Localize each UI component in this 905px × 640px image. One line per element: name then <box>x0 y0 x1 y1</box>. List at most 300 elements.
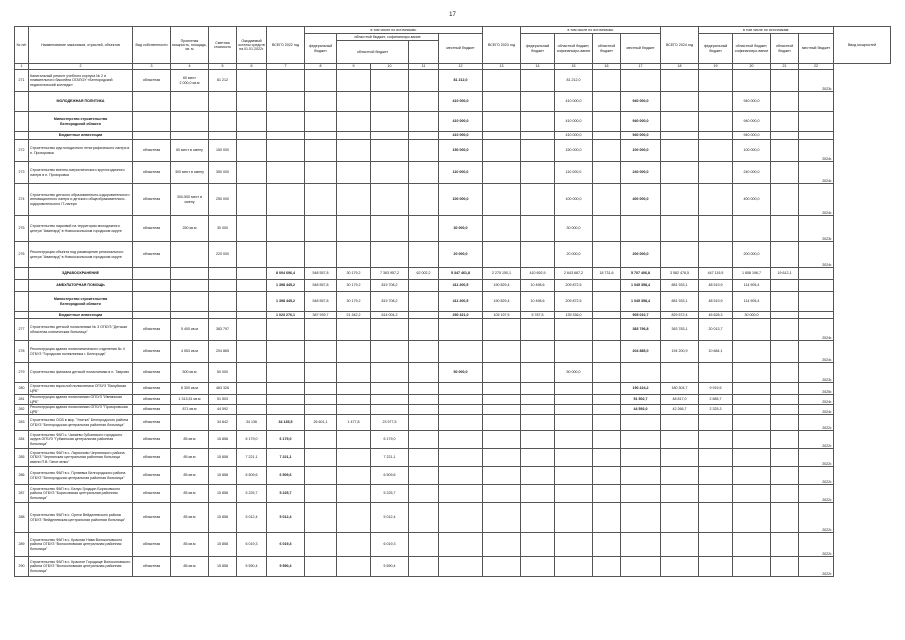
value-cell-col-10: 23 977,5 <box>371 415 409 431</box>
value-cell-col-21 <box>771 557 799 577</box>
section-row <box>15 292 891 312</box>
column-number: 20 <box>733 64 771 70</box>
value-cell-col-18: 829 572,4 <box>661 312 699 319</box>
value-cell-col-19 <box>699 242 733 268</box>
value-cell-col-15: 50 000,0 <box>555 363 593 383</box>
header-sources-2023: в том числе по источникам: <box>521 27 661 34</box>
cost-cell: 81 212 <box>209 70 237 92</box>
cost-cell <box>209 280 237 292</box>
value-cell-col-7 <box>267 112 305 132</box>
value-cell-col-19: 9 919,5 <box>699 383 733 395</box>
value-cell-col-16 <box>593 140 621 162</box>
ownership-cell <box>133 268 171 280</box>
value-cell-col-9 <box>337 216 371 242</box>
column-number: 2 <box>29 64 133 70</box>
object-name-cell: Реконструкция здания поликлинического отделения № 4 ОГБУЗ "Городская поликлиника г. Белгорода" <box>29 341 133 363</box>
cost-cell <box>209 292 237 312</box>
column-number: 9 <box>337 64 371 70</box>
value-cell-col-11 <box>409 132 439 140</box>
table-row <box>15 319 891 341</box>
table-row <box>15 405 891 415</box>
value-cell-col-16 <box>593 319 621 341</box>
object-name-cell: Строительство ФАП в с. Красная Нива Волоконовского района ОГБУЗ "Волоконовская центральная районная больница" <box>29 533 133 557</box>
value-cell-col-13 <box>483 242 521 268</box>
object-name-cell: Реконструкция здания поликлиники ОГБУЗ "Прохоровская ЦРБ" <box>29 405 133 415</box>
value-cell-col-13 <box>483 383 521 395</box>
value-cell-col-18 <box>661 162 699 184</box>
value-cell-col-17 <box>621 431 661 449</box>
header-ownership: Вид собственности <box>133 27 171 64</box>
commissioning-year-cell: 2022г. <box>799 533 834 557</box>
header-regional-2023: областной бюджет <box>593 34 621 64</box>
value-cell-col-18 <box>661 140 699 162</box>
row-number-cell: 286 <box>15 467 29 485</box>
value-cell-col-12: 5 347 461,8 <box>439 268 483 280</box>
value-cell-col-17: 100 000,0 <box>621 140 661 162</box>
value-cell-col-17 <box>621 557 661 577</box>
commissioning-year-cell: 2025г. <box>799 383 834 395</box>
object-name-cell: Строительство ОСВ в мкр. "Улитка" Белгородского района ОГБУЗ "Белгородская центральная районная больница" <box>29 415 133 431</box>
value-cell-col-8: 548 557,8 <box>305 292 337 312</box>
value-cell-col-19 <box>699 533 733 557</box>
capacity-cell: 85 кв.м <box>171 533 209 557</box>
ownership-cell: областная <box>133 184 171 216</box>
object-name-cell: Строительство детской поликлиники № 3 ОГБУЗ "Детская областная клиническая больница" <box>29 319 133 341</box>
value-cell-col-14 <box>521 415 555 431</box>
table-row <box>15 395 891 405</box>
object-name-cell: МОЛОДЕЖНАЯ ПОЛИТИКА <box>29 92 133 112</box>
column-number: 15 <box>555 64 593 70</box>
value-cell-col-20 <box>733 533 771 557</box>
value-cell-col-14 <box>521 184 555 216</box>
cost-cell: 204 865 <box>209 341 237 363</box>
remaining-cell <box>237 268 267 280</box>
object-name-cell: Бюджетные инвестиции <box>29 312 133 319</box>
budget-table-container <box>14 26 891 577</box>
ownership-cell: областная <box>133 485 171 503</box>
value-cell-col-9 <box>337 132 371 140</box>
table-row <box>15 216 891 242</box>
value-cell-col-12: 250 321,0 <box>439 312 483 319</box>
value-cell-col-18 <box>661 92 699 112</box>
value-cell-col-21 <box>771 405 799 415</box>
capacity-cell: 60 мест 2 000,0 кв.м <box>171 70 209 92</box>
value-cell-col-9 <box>337 184 371 216</box>
value-cell-col-10: 6 509,6 <box>371 467 409 485</box>
value-cell-col-18 <box>661 485 699 503</box>
value-cell-col-12 <box>439 503 483 533</box>
value-cell-col-14 <box>521 242 555 268</box>
value-cell-col-9: 1 477,8 <box>337 415 371 431</box>
value-cell-col-20 <box>733 415 771 431</box>
value-cell-col-19 <box>699 92 733 112</box>
value-cell-col-18: 363 783,1 <box>661 319 699 341</box>
object-name-cell: Строительство ФАП в с. Красное Городище Волоконовского района ОГБУЗ "Волоконовская центральная районная больница" <box>29 557 133 577</box>
value-cell-col-19 <box>699 449 733 467</box>
value-cell-col-13 <box>483 363 521 383</box>
value-cell-col-7: 34 135,5 <box>267 415 305 431</box>
value-cell-col-11 <box>409 184 439 216</box>
value-cell-col-8: 387 939,7 <box>305 312 337 319</box>
row-number-cell: 272 <box>15 140 29 162</box>
header-local-2023: местный бюджет <box>621 34 661 64</box>
cost-cell: 15 858 <box>209 485 237 503</box>
value-cell-col-13 <box>483 405 521 415</box>
capacity-cell <box>171 280 209 292</box>
value-cell-col-12: 410 000,0 <box>439 112 483 132</box>
capacity-cell: 85 кв.м <box>171 467 209 485</box>
value-cell-col-14 <box>521 405 555 415</box>
value-cell-col-13 <box>483 112 521 132</box>
remaining-cell <box>237 383 267 395</box>
cost-cell: 44 592 <box>209 405 237 415</box>
value-cell-col-10: 5 012,4 <box>371 503 409 533</box>
value-cell-col-18: 881 933,1 <box>661 280 699 292</box>
capacity-cell: 871 кв.м <box>171 405 209 415</box>
value-cell-col-16 <box>593 216 621 242</box>
value-cell-col-17 <box>621 363 661 383</box>
value-cell-col-15: 209 872,5 <box>555 280 593 292</box>
cost-cell: 150 000 <box>209 140 237 162</box>
value-cell-col-7 <box>267 92 305 112</box>
value-cell-col-11 <box>409 92 439 112</box>
value-cell-col-20: 100 000,0 <box>733 140 771 162</box>
remaining-cell <box>237 319 267 341</box>
commissioning-year-cell: 2022г. <box>799 431 834 449</box>
value-cell-col-17 <box>621 70 661 92</box>
value-cell-col-20: 940 000,0 <box>733 112 771 132</box>
value-cell-col-10: 819 708,2 <box>371 280 409 292</box>
column-number: 8 <box>305 64 337 70</box>
value-cell-col-11 <box>409 431 439 449</box>
value-cell-col-16 <box>593 292 621 312</box>
value-cell-col-12: 81 212,0 <box>439 70 483 92</box>
capacity-cell: 500 кв.м <box>171 363 209 383</box>
header-sources-2024: в том числе по источникам: <box>699 27 834 34</box>
value-cell-col-17: 5 707 406,8 <box>621 268 661 280</box>
commissioning-year-cell <box>799 132 834 140</box>
row-number-cell: 281 <box>15 395 29 405</box>
remaining-cell <box>237 92 267 112</box>
value-cell-col-7 <box>267 162 305 184</box>
value-cell-col-19 <box>699 363 733 383</box>
value-cell-col-7 <box>267 405 305 415</box>
value-cell-col-11 <box>409 312 439 319</box>
table-row <box>15 341 891 363</box>
object-name-cell: Министерство строительства Белгородской области <box>29 112 133 132</box>
value-cell-col-17: 940 000,0 <box>621 132 661 140</box>
value-cell-col-7 <box>267 383 305 395</box>
value-cell-col-15 <box>555 485 593 503</box>
value-cell-col-18 <box>661 431 699 449</box>
value-cell-col-13 <box>483 395 521 405</box>
value-cell-col-20 <box>733 503 771 533</box>
value-cell-col-19 <box>699 184 733 216</box>
header-cost: Сметная стоимость <box>209 27 237 64</box>
value-cell-col-18 <box>661 184 699 216</box>
value-cell-col-18 <box>661 449 699 467</box>
value-cell-col-10: 6 019,3 <box>371 533 409 557</box>
value-cell-col-10 <box>371 184 409 216</box>
value-cell-col-16 <box>593 405 621 415</box>
value-cell-col-13 <box>483 216 521 242</box>
value-cell-col-19: 48 519,9 <box>699 280 733 292</box>
value-cell-col-17 <box>621 467 661 485</box>
value-cell-col-19 <box>699 70 733 92</box>
capacity-cell <box>171 132 209 140</box>
column-number: 19 <box>699 64 733 70</box>
ownership-cell <box>133 132 171 140</box>
value-cell-col-18 <box>661 363 699 383</box>
value-cell-col-21 <box>771 533 799 557</box>
value-cell-col-15 <box>555 503 593 533</box>
capacity-cell: 300-500 мест в смену <box>171 184 209 216</box>
value-cell-col-10: 7 363 957,2 <box>371 268 409 280</box>
row-number-cell: 290 <box>15 557 29 577</box>
value-cell-col-16 <box>593 503 621 533</box>
object-name-cell: Строительство филиала детской поликлиники в п. Таврово <box>29 363 133 383</box>
value-cell-col-7: 6 019,3 <box>267 533 305 557</box>
ownership-cell: областная <box>133 319 171 341</box>
value-cell-col-17: 940 000,0 <box>621 112 661 132</box>
remaining-cell <box>237 363 267 383</box>
value-cell-col-20: 940 000,0 <box>733 132 771 140</box>
value-cell-col-14 <box>521 449 555 467</box>
table-row <box>15 449 891 467</box>
header-regional-2024: областной бюджет <box>771 34 799 64</box>
object-name-cell: Строительство детского образовательно-оздоровительного инновационного лагеря и детского общеобразовательно-оздоровительного IT-лагеря <box>29 184 133 216</box>
row-number-cell: 289 <box>15 533 29 557</box>
value-cell-col-20: 200 000,0 <box>733 242 771 268</box>
value-cell-col-12 <box>439 405 483 415</box>
value-cell-col-8: 548 557,8 <box>305 268 337 280</box>
commissioning-year-cell: 2024г. <box>799 319 834 341</box>
value-cell-col-11: 62 002,2 <box>409 268 439 280</box>
section-row <box>15 112 891 132</box>
cost-cell <box>209 132 237 140</box>
value-cell-col-10: 819 708,2 <box>371 292 409 312</box>
remaining-cell <box>237 216 267 242</box>
value-cell-col-14 <box>521 341 555 363</box>
table-row <box>15 162 891 184</box>
value-cell-col-13 <box>483 132 521 140</box>
value-cell-col-16 <box>593 132 621 140</box>
section-row <box>15 132 891 140</box>
ownership-cell: областная <box>133 70 171 92</box>
value-cell-col-14 <box>521 383 555 395</box>
value-cell-col-16 <box>593 363 621 383</box>
commissioning-year-cell: 2024г. <box>799 341 834 363</box>
value-cell-col-20 <box>733 319 771 341</box>
value-cell-col-10 <box>371 341 409 363</box>
value-cell-col-16 <box>593 280 621 292</box>
value-cell-col-11 <box>409 557 439 577</box>
value-cell-col-19: 45 628,3 <box>699 312 733 319</box>
header-regional-2022: областной бюджет <box>337 41 409 64</box>
value-cell-col-15: 150 000,0 <box>555 140 593 162</box>
row-number-cell: 278 <box>15 341 29 363</box>
value-cell-col-14: 10 498,6 <box>521 292 555 312</box>
row-number-cell <box>15 292 29 312</box>
page-number: 17 <box>449 12 456 18</box>
table-row <box>15 242 891 268</box>
value-cell-col-19 <box>699 415 733 431</box>
object-name-cell: ЗДРАВООХРАНЕНИЕ <box>29 268 133 280</box>
capacity-cell: 1 313,51 кв.м <box>171 395 209 405</box>
value-cell-col-21 <box>771 132 799 140</box>
value-cell-col-17: 1 045 358,4 <box>621 280 661 292</box>
value-cell-col-9 <box>337 503 371 533</box>
row-number-cell: 279 <box>15 363 29 383</box>
value-cell-col-19 <box>699 140 733 162</box>
value-cell-col-12 <box>439 395 483 405</box>
ownership-cell: областная <box>133 557 171 577</box>
value-cell-col-16 <box>593 242 621 268</box>
value-cell-col-17: 200 000,0 <box>621 242 661 268</box>
value-cell-col-20: 30 000,0 <box>733 312 771 319</box>
value-cell-col-19 <box>699 485 733 503</box>
value-cell-col-16 <box>593 395 621 405</box>
table-row <box>15 415 891 431</box>
value-cell-col-13 <box>483 503 521 533</box>
object-name-cell: Реконструкция здания поликлиники ОГБУЗ "Ивнянская ЦРБ" <box>29 395 133 405</box>
value-cell-col-18 <box>661 112 699 132</box>
value-cell-col-14 <box>521 503 555 533</box>
value-cell-col-10 <box>371 92 409 112</box>
value-cell-col-16 <box>593 112 621 132</box>
column-number: 5 <box>209 64 237 70</box>
value-cell-col-17 <box>621 449 661 467</box>
object-name-cell: Строительство круглогодичного этнографического лагеря в п. Прохоровка <box>29 140 133 162</box>
value-cell-col-20 <box>733 431 771 449</box>
value-cell-col-10 <box>371 132 409 140</box>
value-cell-col-18 <box>661 415 699 431</box>
value-cell-col-15: 2 643 687,2 <box>555 268 593 280</box>
commissioning-year-cell: 2022г. <box>799 467 834 485</box>
value-cell-col-15 <box>555 533 593 557</box>
commissioning-year-cell: 2022г. <box>799 449 834 467</box>
value-cell-col-19 <box>699 216 733 242</box>
column-number: 17 <box>621 64 661 70</box>
value-cell-col-13 <box>483 184 521 216</box>
value-cell-col-21 <box>771 184 799 216</box>
value-cell-col-8 <box>305 341 337 363</box>
value-cell-col-9 <box>337 319 371 341</box>
value-cell-col-10 <box>371 363 409 383</box>
table-row <box>15 140 891 162</box>
value-cell-col-9 <box>337 485 371 503</box>
commissioning-year-cell: 2023г. <box>799 363 834 383</box>
column-number: 22 <box>799 64 834 70</box>
value-cell-col-10 <box>371 319 409 341</box>
value-cell-col-18 <box>661 533 699 557</box>
value-cell-col-16: 18 731,6 <box>593 268 621 280</box>
object-name-cell: Строительство парковой на территории молодежного центра "Авангард" в Новооскольском городском округе <box>29 216 133 242</box>
value-cell-col-8 <box>305 184 337 216</box>
value-cell-col-12 <box>439 485 483 503</box>
value-cell-col-21 <box>771 70 799 92</box>
object-name-cell: Реконструкция объекта под размещение регионального центра "Авангард" в Новооскольском городском округе <box>29 242 133 268</box>
ownership-cell: областная <box>133 431 171 449</box>
column-number: 7 <box>267 64 305 70</box>
value-cell-col-11 <box>409 467 439 485</box>
capacity-cell <box>171 415 209 431</box>
value-cell-col-13 <box>483 162 521 184</box>
capacity-cell: 300 мест в смену <box>171 162 209 184</box>
value-cell-col-7: 5 590,4 <box>267 557 305 577</box>
value-cell-col-13 <box>483 70 521 92</box>
value-cell-col-14 <box>521 485 555 503</box>
cost-cell <box>209 312 237 319</box>
header-total-2022: ВСЕГО 2022 год <box>267 27 305 64</box>
value-cell-col-12: 410 000,0 <box>439 92 483 112</box>
value-cell-col-17: 905 010,7 <box>621 312 661 319</box>
object-name-cell: Строительство взрослой поликлиники ОГБУЗ "Валуйская ЦРБ" <box>29 383 133 395</box>
commissioning-year-cell: 2023г. <box>799 216 834 242</box>
value-cell-col-7: 5 225,7 <box>267 485 305 503</box>
value-cell-col-18: 881 933,1 <box>661 292 699 312</box>
value-cell-col-8 <box>305 467 337 485</box>
header-remaining: Ожидаемый остаток средств на 01.01.2022г. <box>237 27 267 64</box>
value-cell-col-16 <box>593 467 621 485</box>
commissioning-year-cell: 2024г. <box>799 395 834 405</box>
value-cell-col-13 <box>483 92 521 112</box>
value-cell-col-13 <box>483 449 521 467</box>
value-cell-col-12 <box>439 319 483 341</box>
capacity-cell: 85 кв.м <box>171 557 209 577</box>
ownership-cell: областная <box>133 383 171 395</box>
row-number-cell: 284 <box>15 431 29 449</box>
value-cell-col-16 <box>593 383 621 395</box>
row-number-cell: 273 <box>15 162 29 184</box>
value-cell-col-19 <box>699 132 733 140</box>
value-cell-col-11 <box>409 395 439 405</box>
capacity-cell: 85 кв.м <box>171 485 209 503</box>
value-cell-col-13 <box>483 533 521 557</box>
value-cell-col-14 <box>521 140 555 162</box>
value-cell-col-15: 410 000,0 <box>555 92 593 112</box>
row-number-cell: 288 <box>15 503 29 533</box>
value-cell-col-16 <box>593 431 621 449</box>
value-cell-col-7 <box>267 395 305 405</box>
value-cell-col-10 <box>371 112 409 132</box>
value-cell-col-14: 10 498,6 <box>521 280 555 292</box>
value-cell-col-21 <box>771 363 799 383</box>
header-capacity: Проектная мощность, площадь, кв. м <box>171 27 209 64</box>
value-cell-col-15 <box>555 341 593 363</box>
header-total-2024: ВСЕГО 2024 год <box>661 27 699 64</box>
capacity-cell <box>171 292 209 312</box>
value-cell-col-11 <box>409 280 439 292</box>
remaining-cell: 6 179,0 <box>237 431 267 449</box>
remaining-cell: 34 136 <box>237 415 267 431</box>
value-cell-col-16 <box>593 449 621 467</box>
object-name-cell: Строительство ФАП с. Чапаево Губкинского городского округа ОГБУЗ "Губкинская центральная районная больница" <box>29 431 133 449</box>
remaining-cell <box>237 292 267 312</box>
column-number: 14 <box>521 64 555 70</box>
ownership-cell: областная <box>133 405 171 415</box>
value-cell-col-8 <box>305 431 337 449</box>
object-name-cell: Министерство строительства Белгородской области <box>29 292 133 312</box>
value-cell-col-12: 100 000,0 <box>439 184 483 216</box>
column-number: 10 <box>371 64 409 70</box>
value-cell-col-17: 190 224,2 <box>621 383 661 395</box>
value-cell-col-8 <box>305 216 337 242</box>
header-regional-co-2022: областной бюджет, софинансиро-вание <box>337 34 439 41</box>
value-cell-col-9 <box>337 112 371 132</box>
value-cell-col-11 <box>409 415 439 431</box>
ownership-cell: областная <box>133 242 171 268</box>
